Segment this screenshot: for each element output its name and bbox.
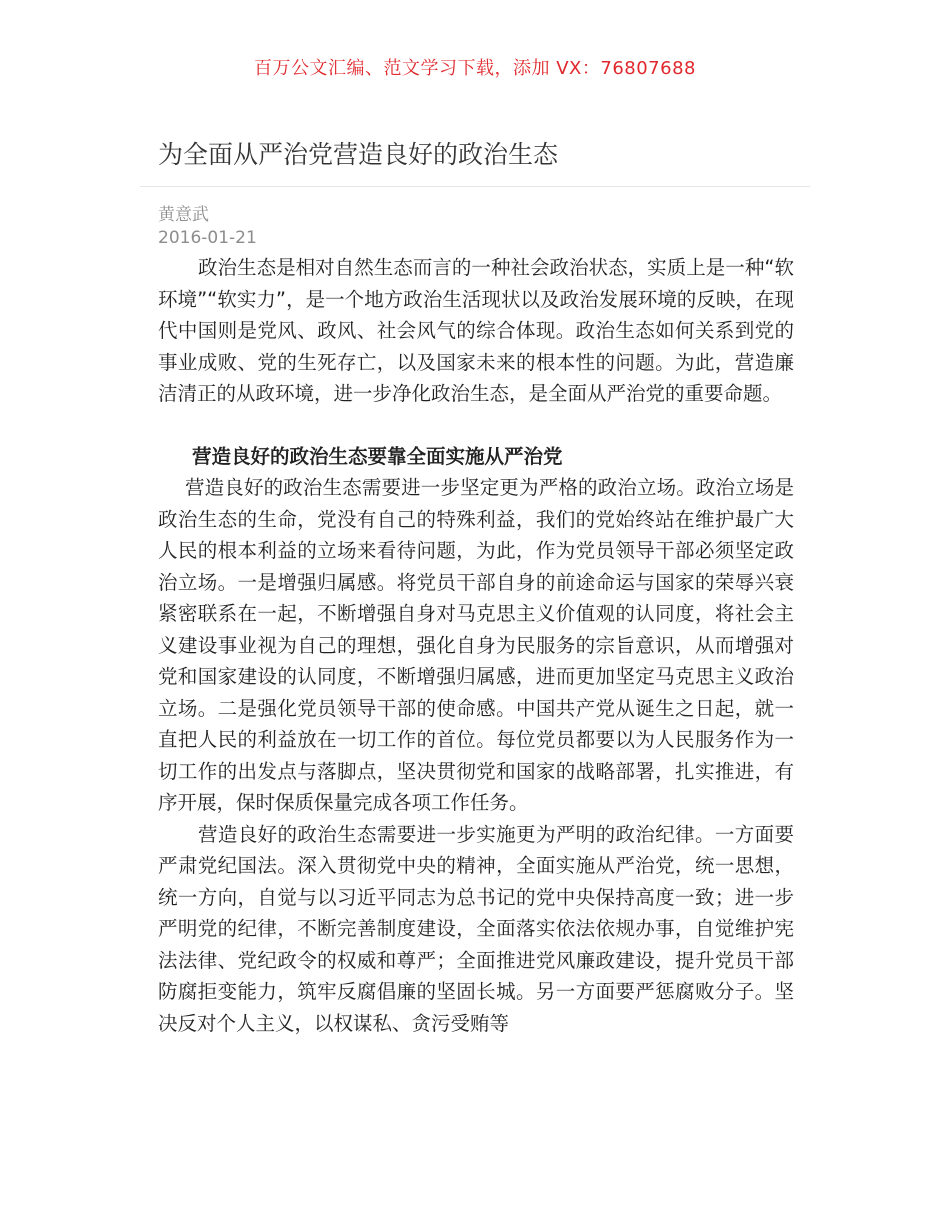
body-paragraph-political-discipline: 营造良好的政治生态需要进一步实施更为严明的政治纪律。一方面要严肃党纪国法。深入贯彻党中央的精神，全面实施从严治党，统一思想，统一方向，自觉与以习近平同志为总书记的党中央保持高度一致；进一步严明党的纪律，不断完善制度建设，全面落实依法依规办事，自觉维护宪法法律、党纪政令的权威和尊严；全面推进党风廉政建设，提升党员干部防腐拒变能力，筑牢反腐倡廉的坚固长城。另一方面要严惩腐败分子。坚决反对个人主义，以权谋私、贪污受贿等 bbox=[158, 822, 794, 1035]
intro-paragraph: 政治生态是相对自然生态而言的一种社会政治状态，实质上是一种“软环境”“软实力”，是一个地方政治生活现状以及政治发展环境的反映，在现代中国则是党风、政风、社会风气的综合体现。政治生态如何关系到党的事业成败、党的生死存亡，以及国家未来的根本性的问题。为此，营造廉洁清正的从政环境，进一步净化政治生态，是全面从严治党的重要命题。 bbox=[158, 256, 794, 405]
article-date: 2016-01-21 bbox=[158, 228, 257, 248]
article-author: 黄意武 bbox=[158, 205, 209, 225]
title-divider bbox=[140, 186, 810, 187]
download-banner: 百万公文汇编、范文学习下载，添加 VX：76807688 bbox=[254, 58, 696, 79]
article-body bbox=[158, 252, 794, 1039]
article-title: 为全面从严治党营造良好的政治生态 bbox=[158, 140, 559, 169]
section-heading: 营造良好的政治生态要靠全面实施从严治党 bbox=[192, 444, 563, 468]
body-paragraph-political-stance: 营造良好的政治生态需要进一步坚定更为严格的政治立场。政治立场是政治生态的生命，党没有自己的特殊利益，我们的党始终站在维护最广大人民的根本利益的立场来看待问题，为此，作为党员领导干部必须坚定政治立场。一是增强归属感。将党员干部自身的前途命运与国家的荣辱兴衰紧密联系在一起，不断增强自身对马克思主义价值观的认同度，将社会主义建设事业视为自己的理想，强化自身为民服务的宗旨意识，从而增强对党和国家建设的认同度，不断增强归属感，进而更加坚定马克思主义政治立场。二是强化党员领导干部的使命感。中国共产党从诞生之日起，就一直把人民的利益放在一切工作的首位。每位党员都要以为人民服务作为一切工作的出发点与落脚点，坚决贯彻党和国家的战略部署，扎实推进，有序开展，保时保质保量完成各项工作任务。 bbox=[158, 476, 794, 814]
